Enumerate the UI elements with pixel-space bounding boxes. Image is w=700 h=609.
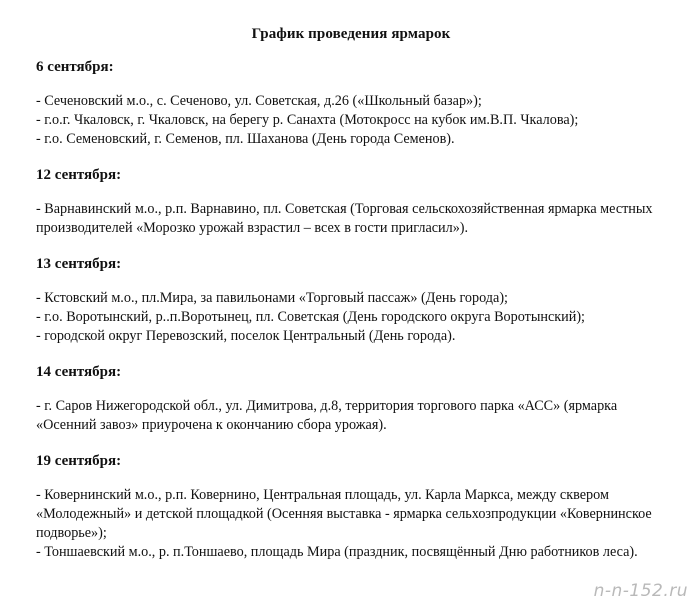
list-item: - г.о. Воротынский, р..п.Воротынец, пл. Советская (День городского округа Воротынский); xyxy=(36,309,585,325)
list-item: - Кстовский м.о., пл.Мира, за павильонами «Торговый пассаж» (День города); xyxy=(36,290,508,306)
section-items xyxy=(36,486,666,562)
list-item: - Варнавинский м.о., р.п. Варнавино, пл. Советская (Торговая сельскохозяйственная ярмарка местных производителей «Морозко урожай взрастил – всех в гости пригласил»). xyxy=(36,201,653,236)
document xyxy=(36,24,666,578)
list-item: - г.о. Семеновский, г. Семенов, пл. Шаханова (День города Семенов). xyxy=(36,131,455,147)
section-date: 13 сентября: xyxy=(36,256,122,272)
section-date: 14 сентября: xyxy=(36,364,122,380)
section-19-september xyxy=(36,451,666,562)
document-title: График проведения ярмарок xyxy=(251,26,451,42)
list-item: - г.о.г. Чкаловск, г. Чкаловск, на берегу р. Санахта (Мотокросс на кубок им.В.П. Чкалова); xyxy=(36,112,579,128)
section-14-september xyxy=(36,362,666,435)
list-item: - Тоншаевский м.о., р. п.Тоншаево, площадь Мира (праздник, посвящённый Дню работников леса). xyxy=(36,544,638,560)
section-date: 12 сентября: xyxy=(36,167,122,183)
section-date: 19 сентября: xyxy=(36,453,122,469)
section-items xyxy=(36,397,666,435)
section-13-september xyxy=(36,254,666,346)
list-item: - Сеченовский м.о., с. Сеченово, ул. Советская, д.26 («Школьный базар»); xyxy=(36,93,482,109)
list-item: - г. Саров Нижегородской обл., ул. Димитрова, д.8, территория торгового парка «АСС» (ярмарка «Осенний завоз» приурочена к окончанию сбора урожая). xyxy=(36,398,618,433)
list-item: - Ковернинский м.о., р.п. Ковернино, Центральная площадь, ул. Карла Маркса, между сквером «Молодежный» и детской площадкой (Осенняя выставка - ярмарка сельхозпродукции «Ковернинское подворье»); xyxy=(36,487,652,541)
section-items xyxy=(36,200,666,238)
section-items xyxy=(36,92,666,149)
section-6-september xyxy=(36,57,666,149)
watermark: n-n-152.ru xyxy=(593,581,688,601)
list-item: - городской округ Перевозский, поселок Центральный (День города). xyxy=(36,328,456,344)
section-date: 6 сентября: xyxy=(36,59,114,75)
section-12-september xyxy=(36,165,666,238)
section-items xyxy=(36,289,666,346)
